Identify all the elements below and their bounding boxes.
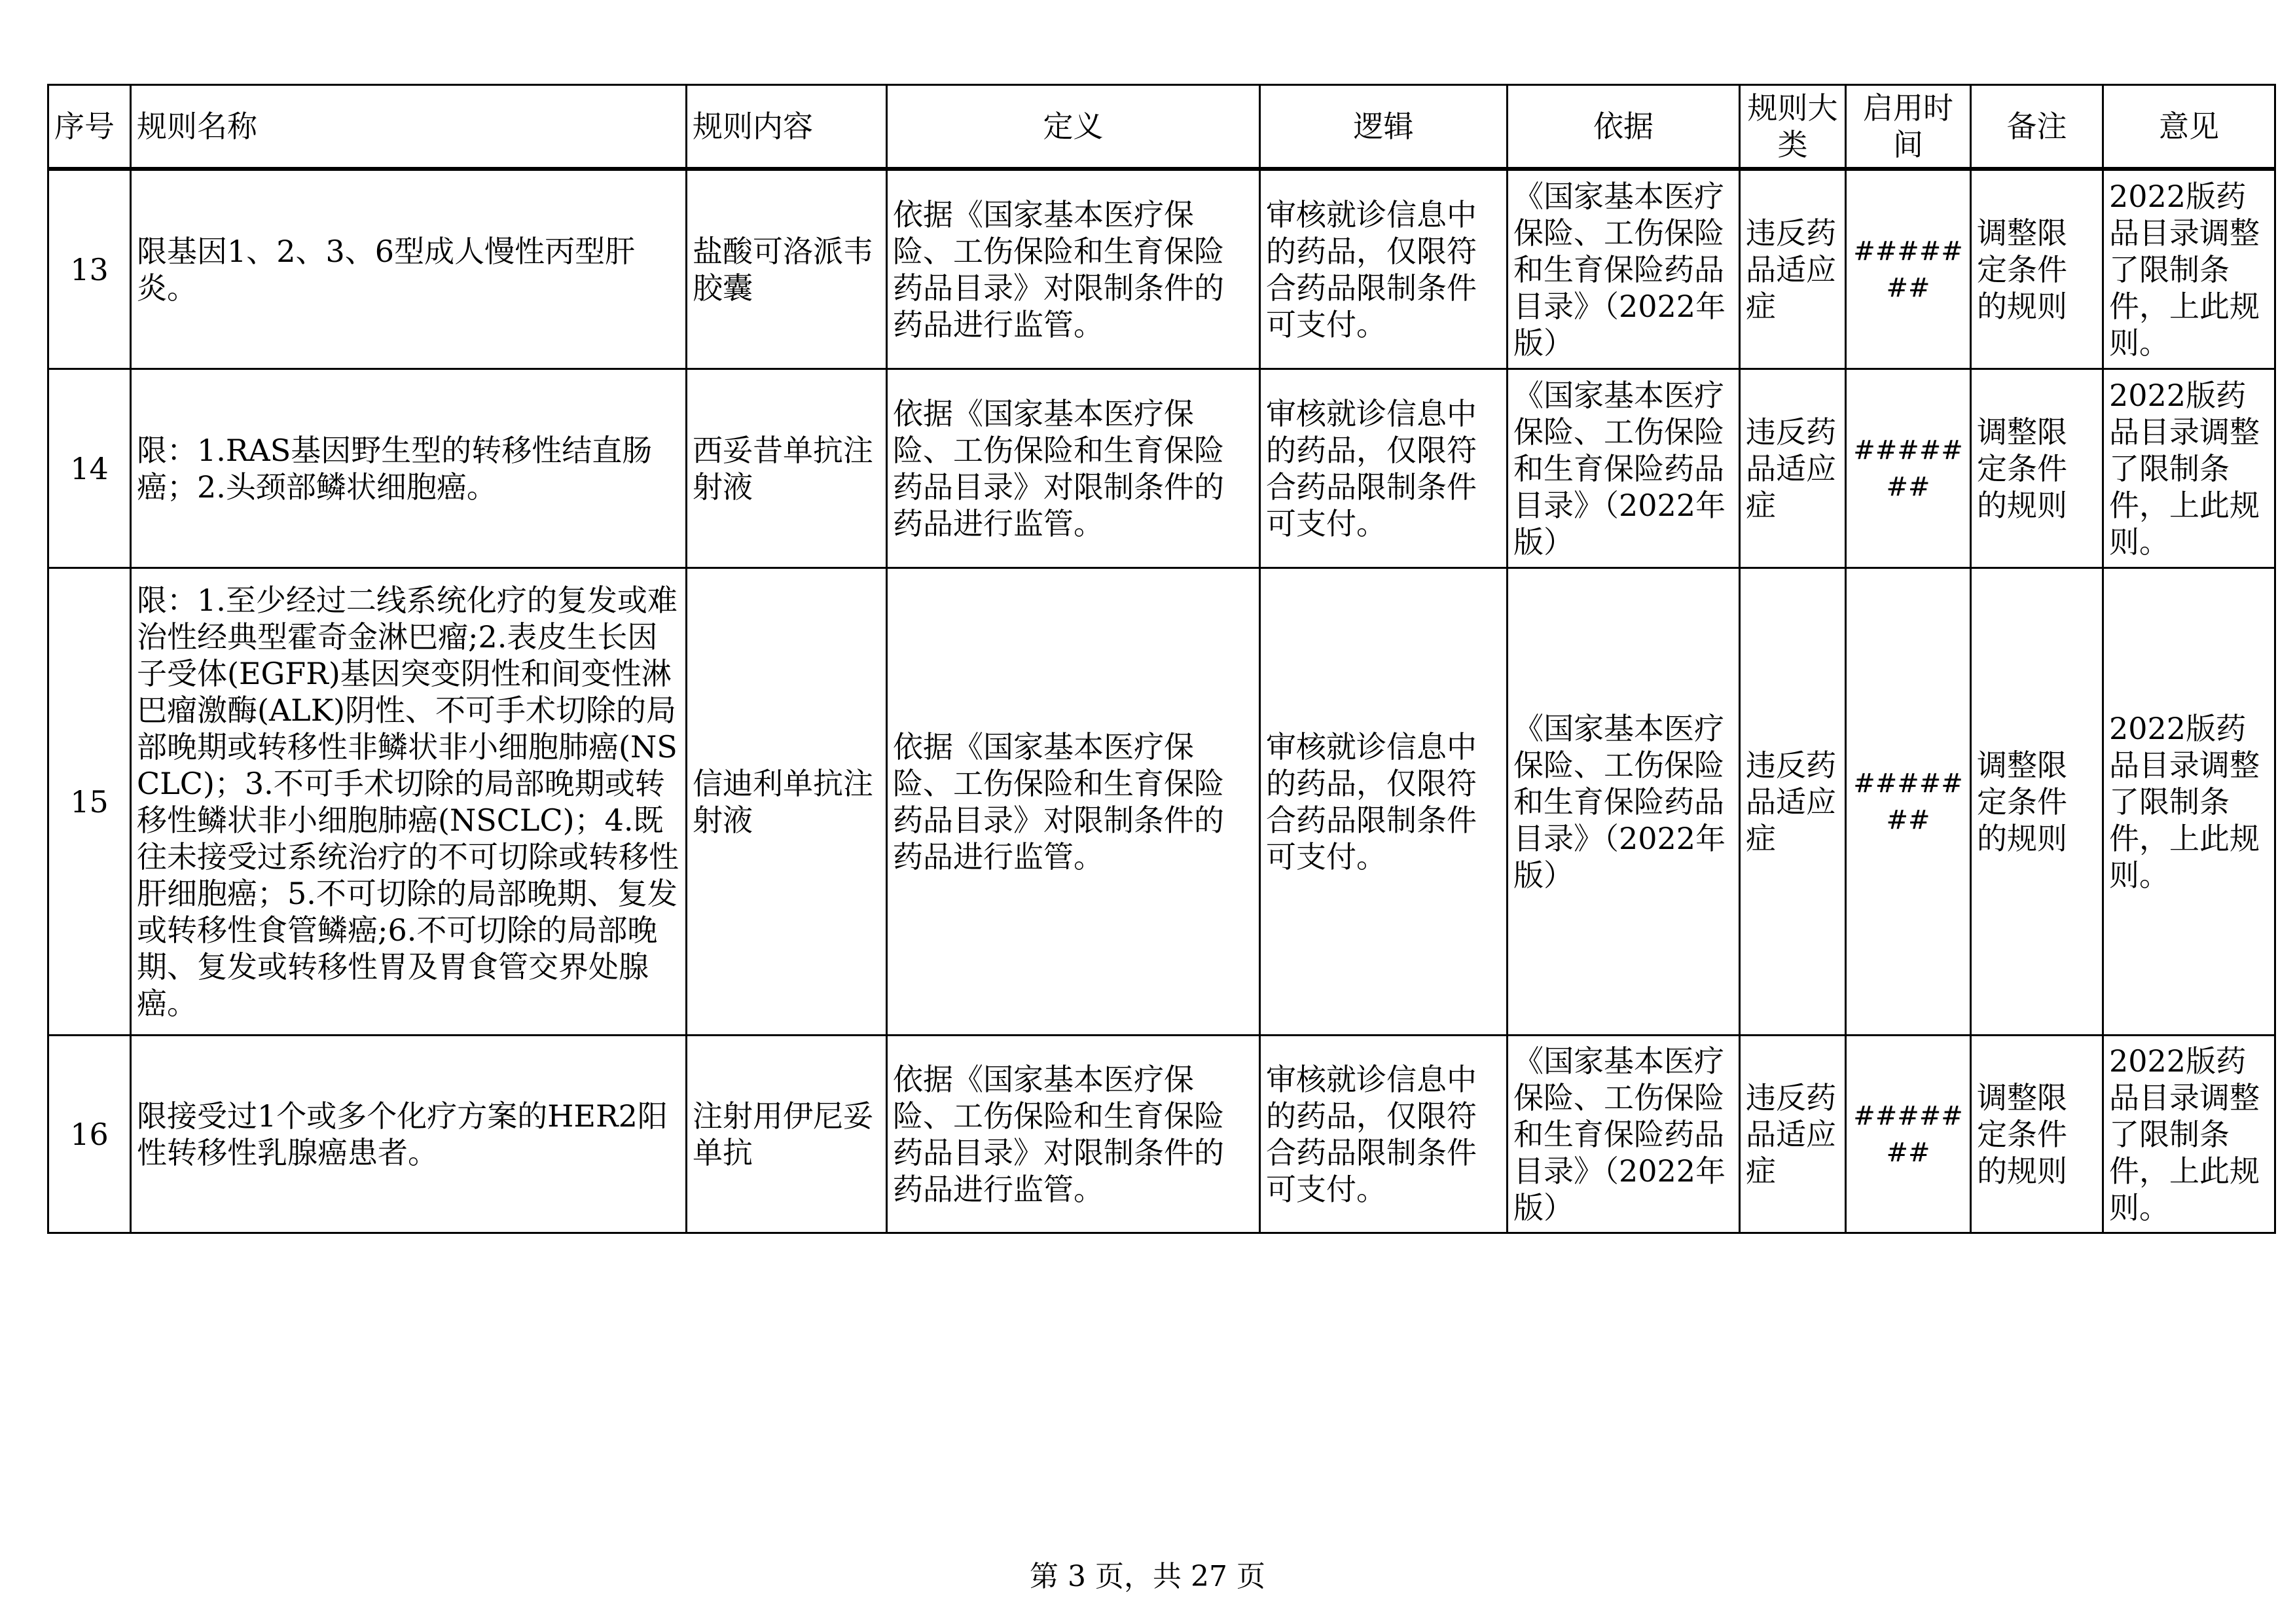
cell-definition: 依据《国家基本医疗保险、工伤保险和生育保险药品目录》对限制条件的药品进行监管。 (887, 568, 1260, 1036)
cell-name: 限：1.至少经过二线系统化疗的复发或难治性经典型霍奇金淋巴瘤;2.表皮生长因子受体(EGFR)基因突变阴性和间变性淋巴瘤激酶(ALK)阴性、不可手术切除的局部晚期或转移性非鳞状非小细胞肺癌(NSCLC)；3.不可手术切除的局部晚期或转移性鳞状非小细胞肺癌(NSCLC)；4.既往未接受过系统治疗的不可切除或转移性肝细胞癌；5.不可切除的局部晚期、复发或转移性食管鳞癌;6.不可切除的局部晚期、复发或转移性胃及胃食管交界处腺癌。 (131, 568, 687, 1036)
cell-start: ####### (1846, 169, 1971, 369)
cell-remark: 调整限定条件的规则 (1971, 369, 2103, 568)
cell-definition: 依据《国家基本医疗保险、工伤保险和生育保险药品目录》对限制条件的药品进行监管。 (887, 169, 1260, 369)
cell-logic: 审核就诊信息中的药品，仅限符合药品限制条件可支付。 (1260, 369, 1508, 568)
table-row (48, 568, 2275, 1036)
cell-opinion: 2022版药品目录调整了限制条件，上此规则。 (2103, 369, 2275, 568)
header-category: 规则大类 (1740, 85, 1846, 170)
table-row (48, 169, 2275, 369)
cell-seq: 15 (48, 568, 131, 1036)
cell-seq: 13 (48, 169, 131, 369)
cell-basis: 《国家基本医疗保险、工伤保险和生育保险药品目录》（2022年版） (1508, 1036, 1740, 1233)
header-content: 规则内容 (687, 85, 887, 170)
header-name: 规则名称 (131, 85, 687, 170)
cell-remark: 调整限定条件的规则 (1971, 1036, 2103, 1233)
cell-category: 违反药品适应症 (1740, 1036, 1846, 1233)
cell-basis: 《国家基本医疗保险、工伤保险和生育保险药品目录》（2022年版） (1508, 568, 1740, 1036)
cell-name: 限：1.RAS基因野生型的转移性结直肠癌；2.头颈部鳞状细胞癌。 (131, 369, 687, 568)
cell-content: 注射用伊尼妥单抗 (687, 1036, 887, 1233)
header-basis: 依据 (1508, 85, 1740, 170)
cell-basis: 《国家基本医疗保险、工伤保险和生育保险药品目录》（2022年版） (1508, 169, 1740, 369)
cell-opinion: 2022版药品目录调整了限制条件，上此规则。 (2103, 169, 2275, 369)
header-seq: 序号 (48, 85, 131, 170)
cell-name: 限接受过1个或多个化疗方案的HER2阳性转移性乳腺癌患者。 (131, 1036, 687, 1233)
cell-basis: 《国家基本医疗保险、工伤保险和生育保险药品目录》（2022年版） (1508, 369, 1740, 568)
cell-seq: 14 (48, 369, 131, 568)
cell-name: 限基因1、2、3、6型成人慢性丙型肝炎。 (131, 169, 687, 369)
header-opinion: 意见 (2103, 85, 2275, 170)
cell-content: 盐酸可洛派韦胶囊 (687, 169, 887, 369)
cell-content: 西妥昔单抗注射液 (687, 369, 887, 568)
cell-opinion: 2022版药品目录调整了限制条件，上此规则。 (2103, 1036, 2275, 1233)
cell-content: 信迪利单抗注射液 (687, 568, 887, 1036)
cell-category: 违反药品适应症 (1740, 568, 1846, 1036)
cell-start: ####### (1846, 568, 1971, 1036)
cell-opinion: 2022版药品目录调整了限制条件，上此规则。 (2103, 568, 2275, 1036)
table-row (48, 1036, 2275, 1233)
cell-category: 违反药品适应症 (1740, 169, 1846, 369)
cell-remark: 调整限定条件的规则 (1971, 169, 2103, 369)
cell-logic: 审核就诊信息中的药品，仅限符合药品限制条件可支付。 (1260, 169, 1508, 369)
header-start: 启用时间 (1846, 85, 1971, 170)
cell-definition: 依据《国家基本医疗保险、工伤保险和生育保险药品目录》对限制条件的药品进行监管。 (887, 1036, 1260, 1233)
header-remark: 备注 (1971, 85, 2103, 170)
header-row (48, 85, 2275, 170)
page-footer: 第 3 页，共 27 页 (1030, 1560, 1265, 1593)
cell-seq: 16 (48, 1036, 131, 1233)
header-logic: 逻辑 (1260, 85, 1508, 170)
cell-remark: 调整限定条件的规则 (1971, 568, 2103, 1036)
cell-category: 违反药品适应症 (1740, 369, 1846, 568)
cell-logic: 审核就诊信息中的药品，仅限符合药品限制条件可支付。 (1260, 1036, 1508, 1233)
rules-table (47, 84, 2276, 1234)
cell-definition: 依据《国家基本医疗保险、工伤保险和生育保险药品目录》对限制条件的药品进行监管。 (887, 369, 1260, 568)
header-definition: 定义 (887, 85, 1260, 170)
cell-logic: 审核就诊信息中的药品，仅限符合药品限制条件可支付。 (1260, 568, 1508, 1036)
cell-start: ####### (1846, 1036, 1971, 1233)
cell-start: ####### (1846, 369, 1971, 568)
table-row (48, 369, 2275, 568)
